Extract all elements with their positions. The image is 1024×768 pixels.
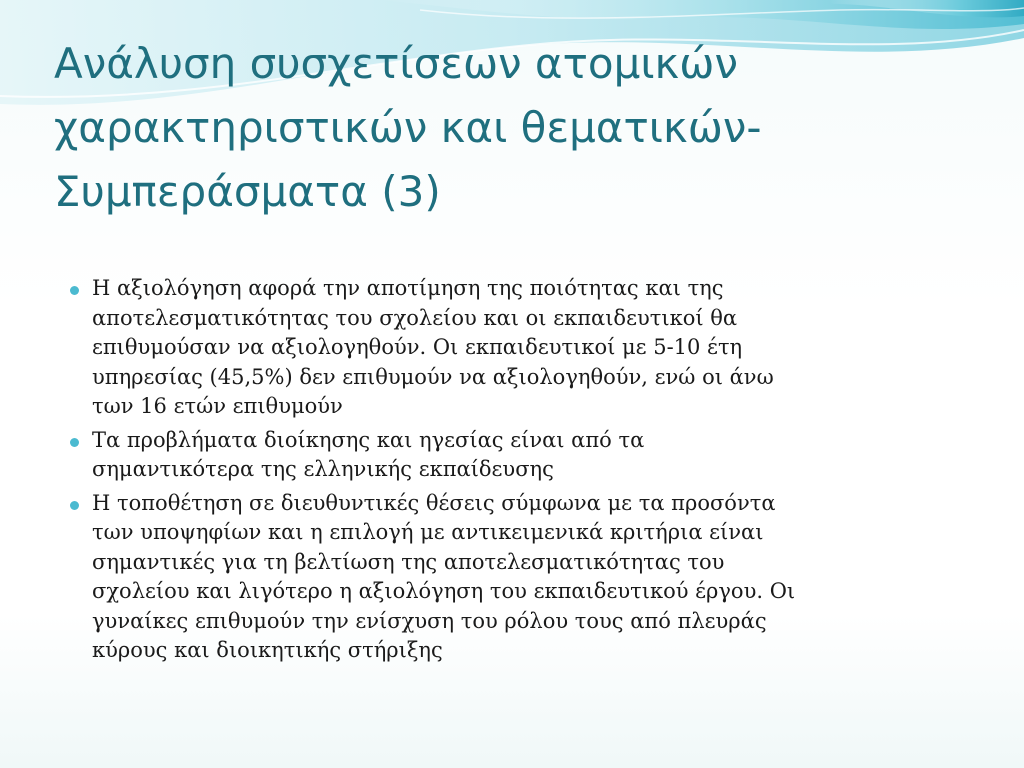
title-line: Ανάλυση συσχετίσεων ατομικών: [54, 39, 738, 88]
bullet-list: [64, 274, 964, 670]
bullet-dot-icon: [70, 438, 79, 447]
bullet-dot-icon: [70, 501, 79, 510]
bullet-text-line: σημαντικότερα της ελληνικής εκπαίδευσης: [92, 457, 554, 481]
bullet-text-line: Τα προβλήματα διοίκησης και ηγεσίας είναι από τα: [92, 427, 645, 452]
bullet-text-line: επιθυμούσαν να αξιολογηθούν. Οι εκπαιδευτικοί με 5-10 έτη: [92, 335, 743, 359]
title-line: Συμπεράσματα (3): [54, 167, 441, 216]
bullet-text-line: Η τοποθέτηση σε διευθυντικές θέσεις σύμφωνα με τα προσόντα: [92, 490, 776, 515]
title-line: χαρακτηριστικών και θεματικών-: [54, 103, 762, 152]
bullet-item-leadership: [64, 426, 964, 485]
bullet-text-line: κύρους και διοικητικής στήριξης: [92, 638, 443, 662]
bullet-item-evaluation: [64, 274, 964, 422]
bullet-text-line: των 16 ετών επιθυμούν: [92, 394, 343, 418]
bullet-text-line: αποτελεσματικότητας του σχολείου και οι εκπαιδευτικοί θα: [92, 305, 738, 330]
bullet-text-line: γυναίκες επιθυμούν την ενίσχυση του ρόλου τους από πλευράς: [92, 608, 767, 633]
slide-title: [54, 32, 974, 224]
bullet-text-line: υπηρεσίας (45,5%) δεν επιθυμούν να αξιολογηθούν, ενώ οι άνω: [92, 364, 774, 389]
bullet-text-line: Η αξιολόγηση αφορά την αποτίμηση της ποιότητας και της: [92, 276, 724, 300]
bullet-item-appointments: [64, 489, 964, 666]
bullet-text-line: των υποψηφίων και η επιλογή με αντικειμενικά κριτήρια είναι: [92, 520, 764, 544]
bullet-text-line: σχολείου και λιγότερο η αξιολόγηση του εκπαιδευτικού έργου. Οι: [92, 579, 796, 603]
bullet-text-line: σημαντικές για τη βελτίωση της αποτελεσματικότητας του: [92, 549, 725, 574]
bullet-dot-icon: [70, 286, 79, 295]
